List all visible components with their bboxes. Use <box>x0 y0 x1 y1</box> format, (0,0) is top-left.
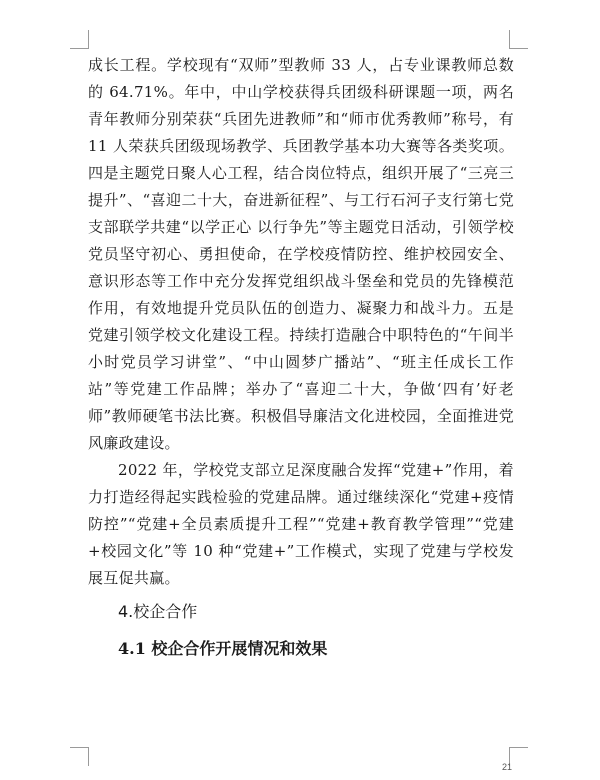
crop-mark-bottom-left <box>70 747 89 766</box>
crop-mark-top-left <box>70 30 89 49</box>
section-heading: 4.校企合作 <box>118 602 198 621</box>
page-number: 21 <box>501 762 512 772</box>
subsection-heading: 4.1 校企合作开展情况和效果 <box>118 639 328 658</box>
crop-mark-top-right <box>509 30 528 49</box>
document-body <box>88 52 514 662</box>
body-paragraph-2: 2022 年，学校党支部立足深度融合发挥“党建+”作用，着力打造经得起实践检验的党建品牌。通过继续深化“党建+疫情防控”“党建+全员素质提升工程”“党建+教育教学管理”“党建+校园文化”等 10 种“党建+”工作模式，实现了党建与学校发展互促共赢。 <box>88 461 514 587</box>
body-paragraph-1: 成长工程。学校现有“双师”型教师 33 人，占专业课教师总数的 64.71%。年中，中山学校获得兵团级科研课题一项，两名青年教师分别荣获“兵团先进教师”和“师市优秀教师”称号，有 11 人荣获兵团级现场教学、兵团教学基本功大赛等各类奖项。四是主题党日聚人心工程，结合岗位特点，组织开展了“三亮三提升”、“喜迎二十大，奋进新征程”、与工行石河子支行第七党支部联学共建“以学正心 以行争先”等主题党日活动，引领学校党员坚守初心、勇担使命，在学校疫情防控、维护校园安全、意识形态等工作中充分发挥党组织战斗堡垒和党员的先锋模范作用，有效地提升党员队伍的创造力、凝聚力和战斗力。五是党建引领学校文化建设工程。持续打造融合中职特色的“午间半小时党员学习讲堂”、“中山圆梦广播站”、“班主任成长工作站”等党建工作品牌；举办了“喜迎二十大，争做‘四有’好老师”教师硬笔书法比赛。积极倡导廉洁文化进校园，全面推进党风廉政建设。 <box>88 56 514 452</box>
